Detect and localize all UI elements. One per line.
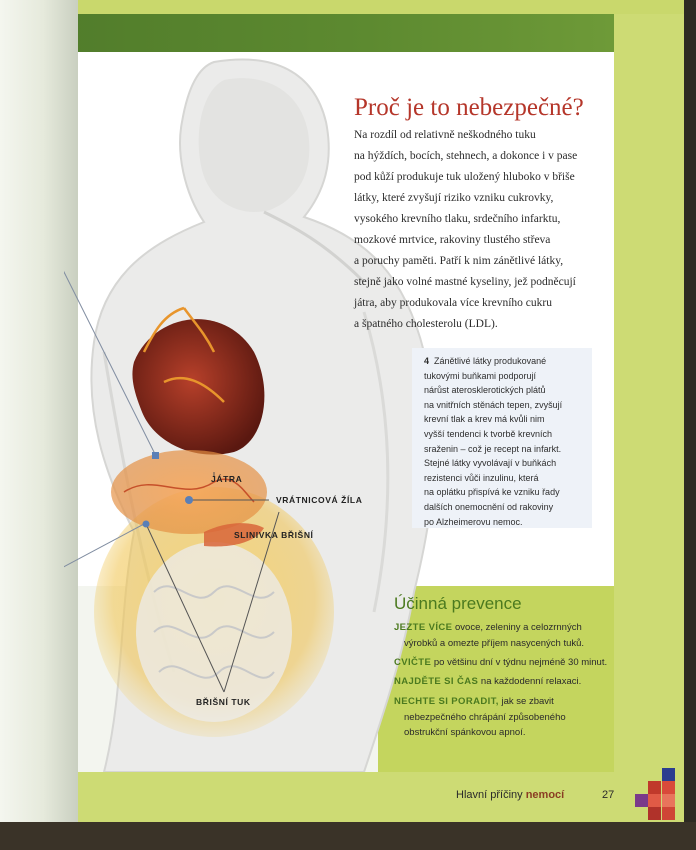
tip-keyword: JEZTE VÍCE	[394, 622, 453, 633]
corner-square	[635, 794, 648, 807]
tip-line	[394, 620, 620, 636]
running-footer	[456, 789, 564, 801]
tip-continuation: výrobků a omezte příjem nasycených tuků.	[404, 637, 585, 649]
bottom-strip	[0, 772, 684, 822]
intro-paragraph	[354, 125, 604, 335]
callout-line: po Alzheimerovu nemoc.	[424, 516, 523, 527]
callout-text	[424, 354, 592, 529]
label-portal-vein: VRÁTNICOVÁ ŽÍLA	[276, 495, 363, 505]
intro-line: vysokého krevního tlaku, srdečního infarktu,	[354, 213, 561, 225]
corner-square	[662, 794, 675, 807]
footer-prefix: Hlavní příčiny	[456, 789, 526, 801]
page-number: 27	[602, 789, 615, 801]
corner-square	[662, 807, 675, 820]
intro-line: pod kůží produkuje tuk uložený hluboko v břiše	[354, 171, 575, 183]
footer-accent: nemocí	[525, 789, 565, 801]
corner-square	[662, 781, 675, 794]
callout-line: dalších onemocnění od rakoviny	[424, 501, 554, 512]
book-edge	[684, 0, 696, 850]
tip-text: ovoce, zeleniny a celozrnných	[452, 622, 582, 633]
intro-line: a poruchy paměti. Patří k nim zánětlivé látky,	[354, 255, 564, 267]
tip-text: po většinu dní v týdnu nejméně 30 minut.	[431, 657, 608, 668]
callout-line	[424, 354, 592, 369]
corner-square	[662, 768, 675, 781]
prevention-title: Účinná prevence	[394, 594, 522, 613]
tip-exercise	[394, 655, 620, 671]
page-title: Proč je to nebezpečné?	[354, 94, 584, 121]
tip-continuation: nebezpečného chrápání způsobeného	[404, 711, 566, 723]
tip-continuation: obstrukční spánkovou apnoí.	[404, 727, 526, 738]
tip-text: jak se zbavit	[498, 696, 554, 707]
callout-line: sraženin – což je recept na infarkt.	[424, 443, 562, 454]
corner-square	[648, 781, 661, 794]
corner-square	[648, 794, 661, 807]
intro-line: látky, které zvyšují riziko vzniku cukrovky,	[354, 192, 554, 204]
tip-eat-more	[394, 620, 620, 651]
book-bottom-edge	[0, 822, 696, 850]
tip-text: na každodenní relaxaci.	[478, 676, 582, 687]
intro-line: stejně jako volné mastné kyseliny, jež podněcují	[354, 276, 576, 288]
intro-line: Na rozdíl od relativně neškodného tuku	[354, 129, 536, 141]
callout-line: vyšší tendenci k tvorbě krevních	[424, 428, 553, 439]
callout-line: rezistenci vůči inzulinu, která	[424, 472, 539, 483]
label-pancreas: SLINIVKA BŘIŠNÍ	[234, 530, 314, 540]
intro-line: játra, aby produkovala více krevního cukru	[354, 297, 552, 309]
tip-line	[394, 694, 620, 710]
intro-line: na hýždích, bocích, stehnech, a dokonce i v pase	[354, 150, 578, 162]
callout-line: krevní tlak a krev má kvůli nim	[424, 414, 545, 425]
label-belly-fat: BŘIŠNÍ TUK	[196, 697, 251, 707]
callout-line-text: Zánětlivé látky produkované	[434, 356, 547, 366]
tip-get-advice	[394, 694, 620, 741]
intro-line: mozkové mrtvice, rakoviny tlustého střeva	[354, 234, 551, 246]
tip-line	[394, 674, 620, 690]
corner-square	[648, 807, 661, 820]
callout-number: 4	[424, 356, 430, 366]
label-liver: JÁTRA	[211, 474, 243, 484]
tip-line	[394, 655, 620, 671]
callout-line: tukovými buňkami podporují	[424, 370, 537, 381]
callout-line: nárůst aterosklerotických plátů	[424, 385, 546, 396]
tip-keyword: NAJDĚTE SI ČAS	[394, 676, 479, 687]
intro-line: a špatného cholesterolu (LDL).	[354, 318, 498, 330]
tip-keyword: CVIČTE	[394, 657, 432, 668]
page-edge-strip	[614, 14, 684, 822]
callout-line: Stejné látky vyvolávají v buňkách	[424, 458, 557, 469]
tip-relax	[394, 674, 620, 690]
tip-keyword: NECHTE SI PORADIT,	[394, 696, 499, 707]
header-band	[0, 14, 614, 52]
callout-line: na oplátku přispívá ke vzniku řady	[424, 487, 560, 498]
callout-line: na vnitřních stěnách tepen, zvyšují	[424, 399, 563, 410]
